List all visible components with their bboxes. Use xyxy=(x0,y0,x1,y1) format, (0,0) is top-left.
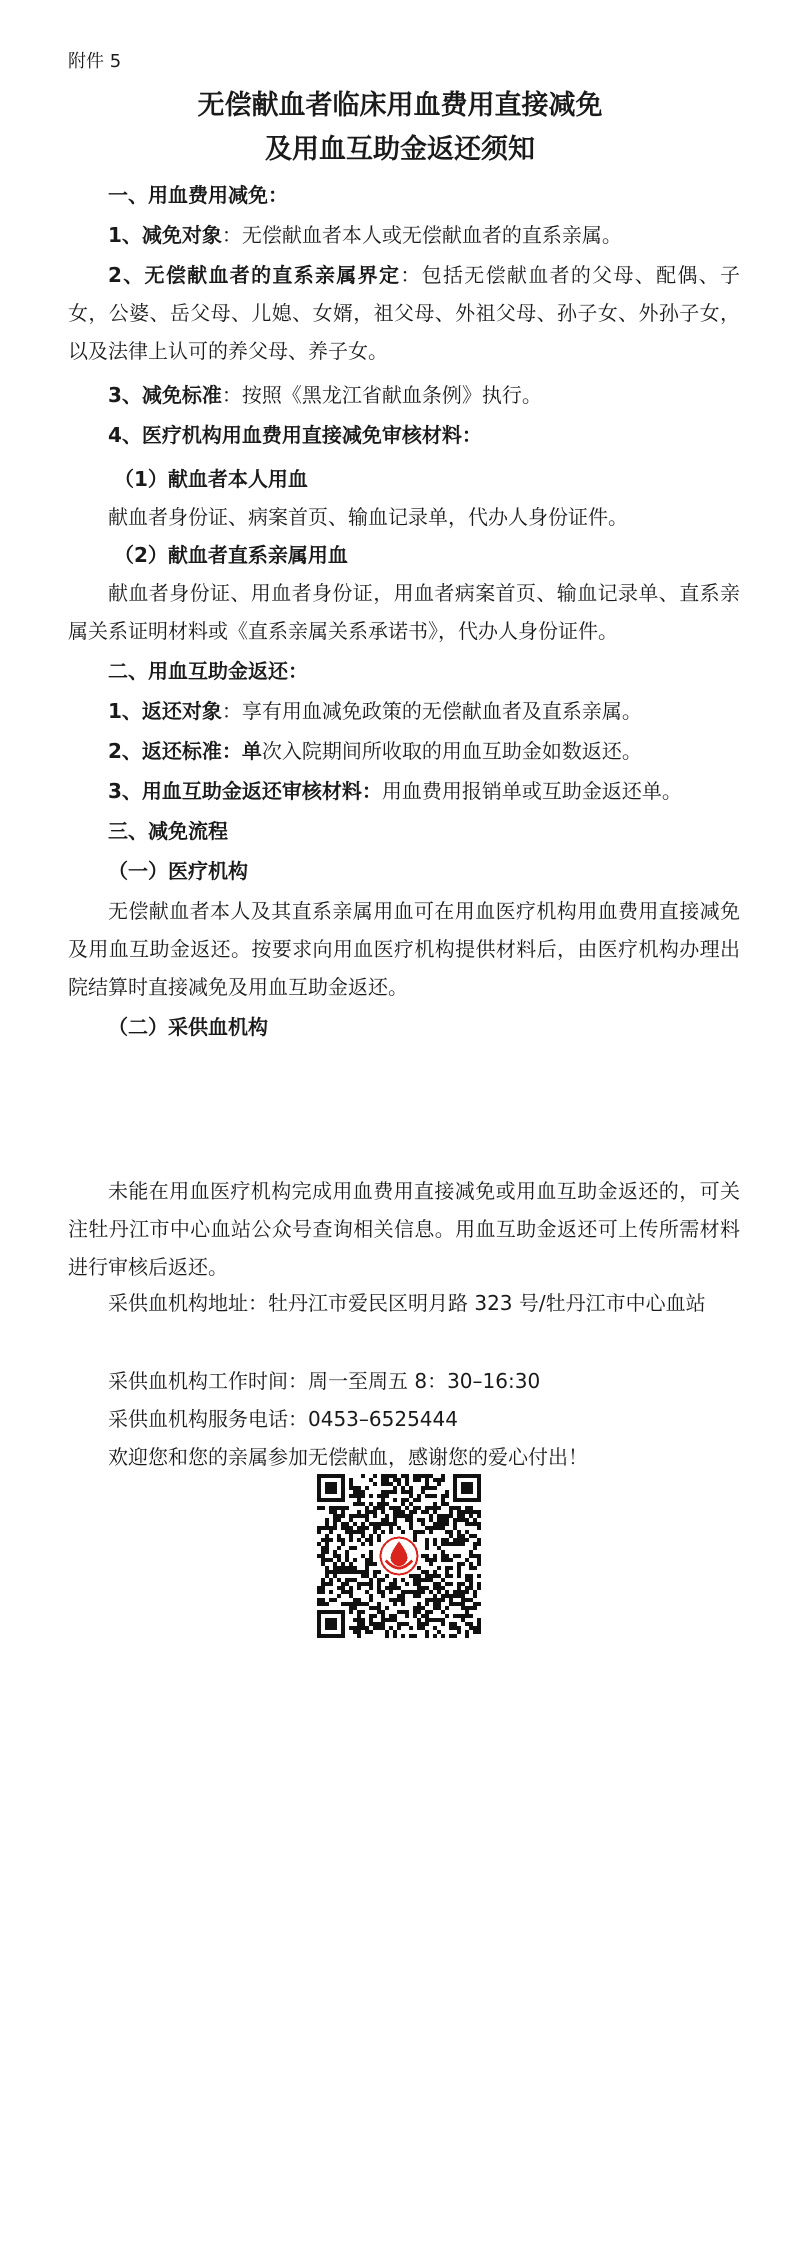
footer-hours: 采供血机构工作时间：周一至周五 8：30–16:30 xyxy=(108,1369,541,1393)
footer-address: 采供血机构地址：牡丹江市爱民区明月路 323 号/牡丹江市中心血站 xyxy=(108,1291,706,1315)
sec2-item1-text: ：享有用血减免政策的无偿献血者及直系亲属。 xyxy=(221,699,642,723)
sec3-sub1-text: 无偿献血者本人及其直系亲属用血可在用血医疗机构用血费用直接减免及用血互助金返还。按要求向用血医疗机构提供材料后，由医疗机构办理出院结算时直接减免及用血互助金返还。 xyxy=(68,899,740,999)
sec1-sub1-text: 献血者身份证、病案首页、输血记录单，代办人身份证件。 xyxy=(108,505,628,529)
sec2-item3-text: 用血费用报销单或互助金返还单。 xyxy=(381,779,682,803)
sec1-item3-text: ：按照《黑龙江省献血条例》执行。 xyxy=(221,383,542,407)
page-title-line1: 无偿献血者临床用血费用直接减免 xyxy=(197,90,603,121)
sec2-item3-label: 3、用血互助金返还审核材料： xyxy=(108,779,382,803)
footer-thanks: 欢迎您和您的亲属参加无偿献血，感谢您的爱心付出！ xyxy=(108,1445,588,1469)
page-title-line2: 及用血互助金返还须知 xyxy=(265,134,535,165)
sec1-item3 xyxy=(68,376,780,414)
sec1-item4-label: 4、医疗机构用血费用直接减免审核材料： xyxy=(108,423,482,447)
footer-phone: 采供血机构服务电话：0453–6525444 xyxy=(108,1407,458,1431)
sec1-item1-label: 1、减免对象 xyxy=(108,223,222,247)
section-heading-2: 二、用血互助金返还： xyxy=(108,659,308,683)
sec1-item2-label: 2、无偿献血者的直系亲属界定 xyxy=(108,263,401,287)
sec2-item2 xyxy=(68,732,780,770)
sec3-sub1-heading: （一）医疗机构 xyxy=(108,859,248,883)
sec2-item2-text: 次入院期间所收取的用血互助金如数返还。 xyxy=(261,739,642,763)
sec2-item3 xyxy=(68,772,780,810)
sec1-sub2-heading: （2）献血者直系亲属用血 xyxy=(114,543,348,567)
section-heading-3: 三、减免流程 xyxy=(108,819,228,843)
sec2-item2-label: 2、返还标准 xyxy=(108,739,222,763)
section-heading-1: 一、用血费用减免： xyxy=(108,183,288,207)
annex-label: 附件 5 xyxy=(68,51,122,72)
sec1-item3-label: 3、减免标准 xyxy=(108,383,222,407)
sec2-item2-text-bold: ：单 xyxy=(221,739,262,763)
sec1-item2 xyxy=(68,256,740,370)
sec2-item1 xyxy=(68,692,780,730)
footer-paragraph: 未能在用血医疗机构完成用血费用直接减免或用血互助金返还的，可关注牡丹江市中心血站公众号查询相关信息。用血互助金返还可上传所需材料进行审核后返还。 xyxy=(68,1179,740,1279)
sec1-item1 xyxy=(68,216,780,254)
qr-code-icon xyxy=(317,1474,481,1638)
sec1-sub2-text: 献血者身份证、用血者身份证，用血者病案首页、输血记录单、直系亲属关系证明材料或《直系亲属关系承诺书》，代办人身份证件。 xyxy=(68,581,740,643)
sec1-item1-text: ：无偿献血者本人或无偿献血者的直系亲属。 xyxy=(221,223,622,247)
sec1-item2-text: ：包括无偿献血者的父母、配偶、子女，公婆、岳父母、儿媳、女婿，祖父母、外祖父母、孙子女、外孙子女，以及法律上认可的养父母、养子女。 xyxy=(68,263,741,363)
sec3-sub2-heading: （二）采供血机构 xyxy=(108,1015,268,1039)
sec2-item1-label: 1、返还对象 xyxy=(108,699,222,723)
sec1-sub1-heading: （1）献血者本人用血 xyxy=(114,467,308,491)
